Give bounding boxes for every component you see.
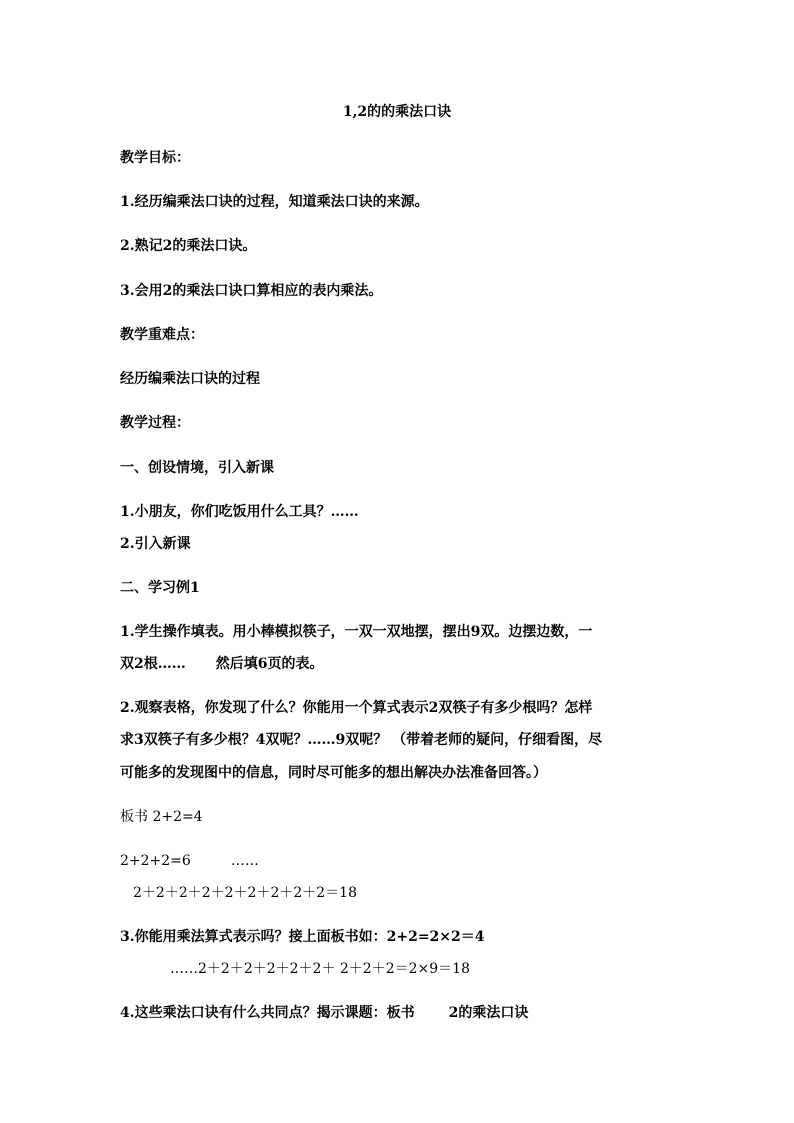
section-1-heading: 一、创设情境，引入新课 [120,460,274,476]
step-2-line-3: 可能多的发现图中的信息，同时尽可能多的想出解决办法准备回答。） [120,765,547,781]
step-4-line [120,1003,528,1023]
section-2-heading: 二、学习例1 [120,580,200,596]
objectives-heading: 教学目标： [120,150,190,166]
board-line: 板书 2+2=4 [120,809,203,825]
key-points-heading: 教学重难点： [120,327,204,343]
board-line-2 [120,851,259,871]
process-heading: 教学过程： [120,415,190,431]
objective-1: 1.经历编乘法口诀的过程，知道乘法口诀的来源。 [120,194,429,210]
section-1-item-2: 2.引入新课 [120,536,191,552]
board-line-2a: 2+2+2=6 [120,853,191,869]
page-title: 1,2的的乘法口诀 [342,104,452,120]
section-1-item-1: 1.小朋友，你们吃饭用什么工具？…… [120,504,359,520]
objective-2: 2.熟记2的乘法口诀。 [120,238,257,254]
objective-3: 3.会用2的乘法口诀口算相应的表内乘法。 [120,283,383,299]
key-points-text: 经历编乘法口诀的过程 [120,371,260,387]
step-2-line-1: 2.观察表格，你发现了什么？你能用一个算式表示2双筷子有多少根吗？怎样 [120,700,593,716]
step-1-line-2a: 双2根…… [120,656,186,672]
step-4-line-b: 2的乘法口诀 [448,1005,529,1021]
board-line-2b: …… [230,853,259,869]
step-2-line-2: 求3双筷子有多少根？4双呢？……9双呢？ （带着老师的疑问，仔细看图，尽 [120,732,603,748]
step-4-line-a: 4.这些乘法口诀有什么共同点？揭示课题：板书 [120,1005,415,1021]
step-3-line-1: 3.你能用乘法算式表示吗？接上面板书如：2+2=2×2＝4 [120,929,485,945]
board-line-3: 2＋2＋2＋2＋2＋2＋2＋2＋2＝18 [133,885,357,901]
step-1-line-2b: 然后填6页的表。 [215,656,324,672]
step-1-line-1: 1.学生操作填表。用小棒模拟筷子，一双一双地摆，摆出9双。边摆边数，一 [120,624,593,640]
step-3-line-2: ……2＋2＋2＋2＋2＋2＋ 2＋2＋2＝2×9＝18 [170,961,470,977]
step-1-line-2 [120,654,324,674]
